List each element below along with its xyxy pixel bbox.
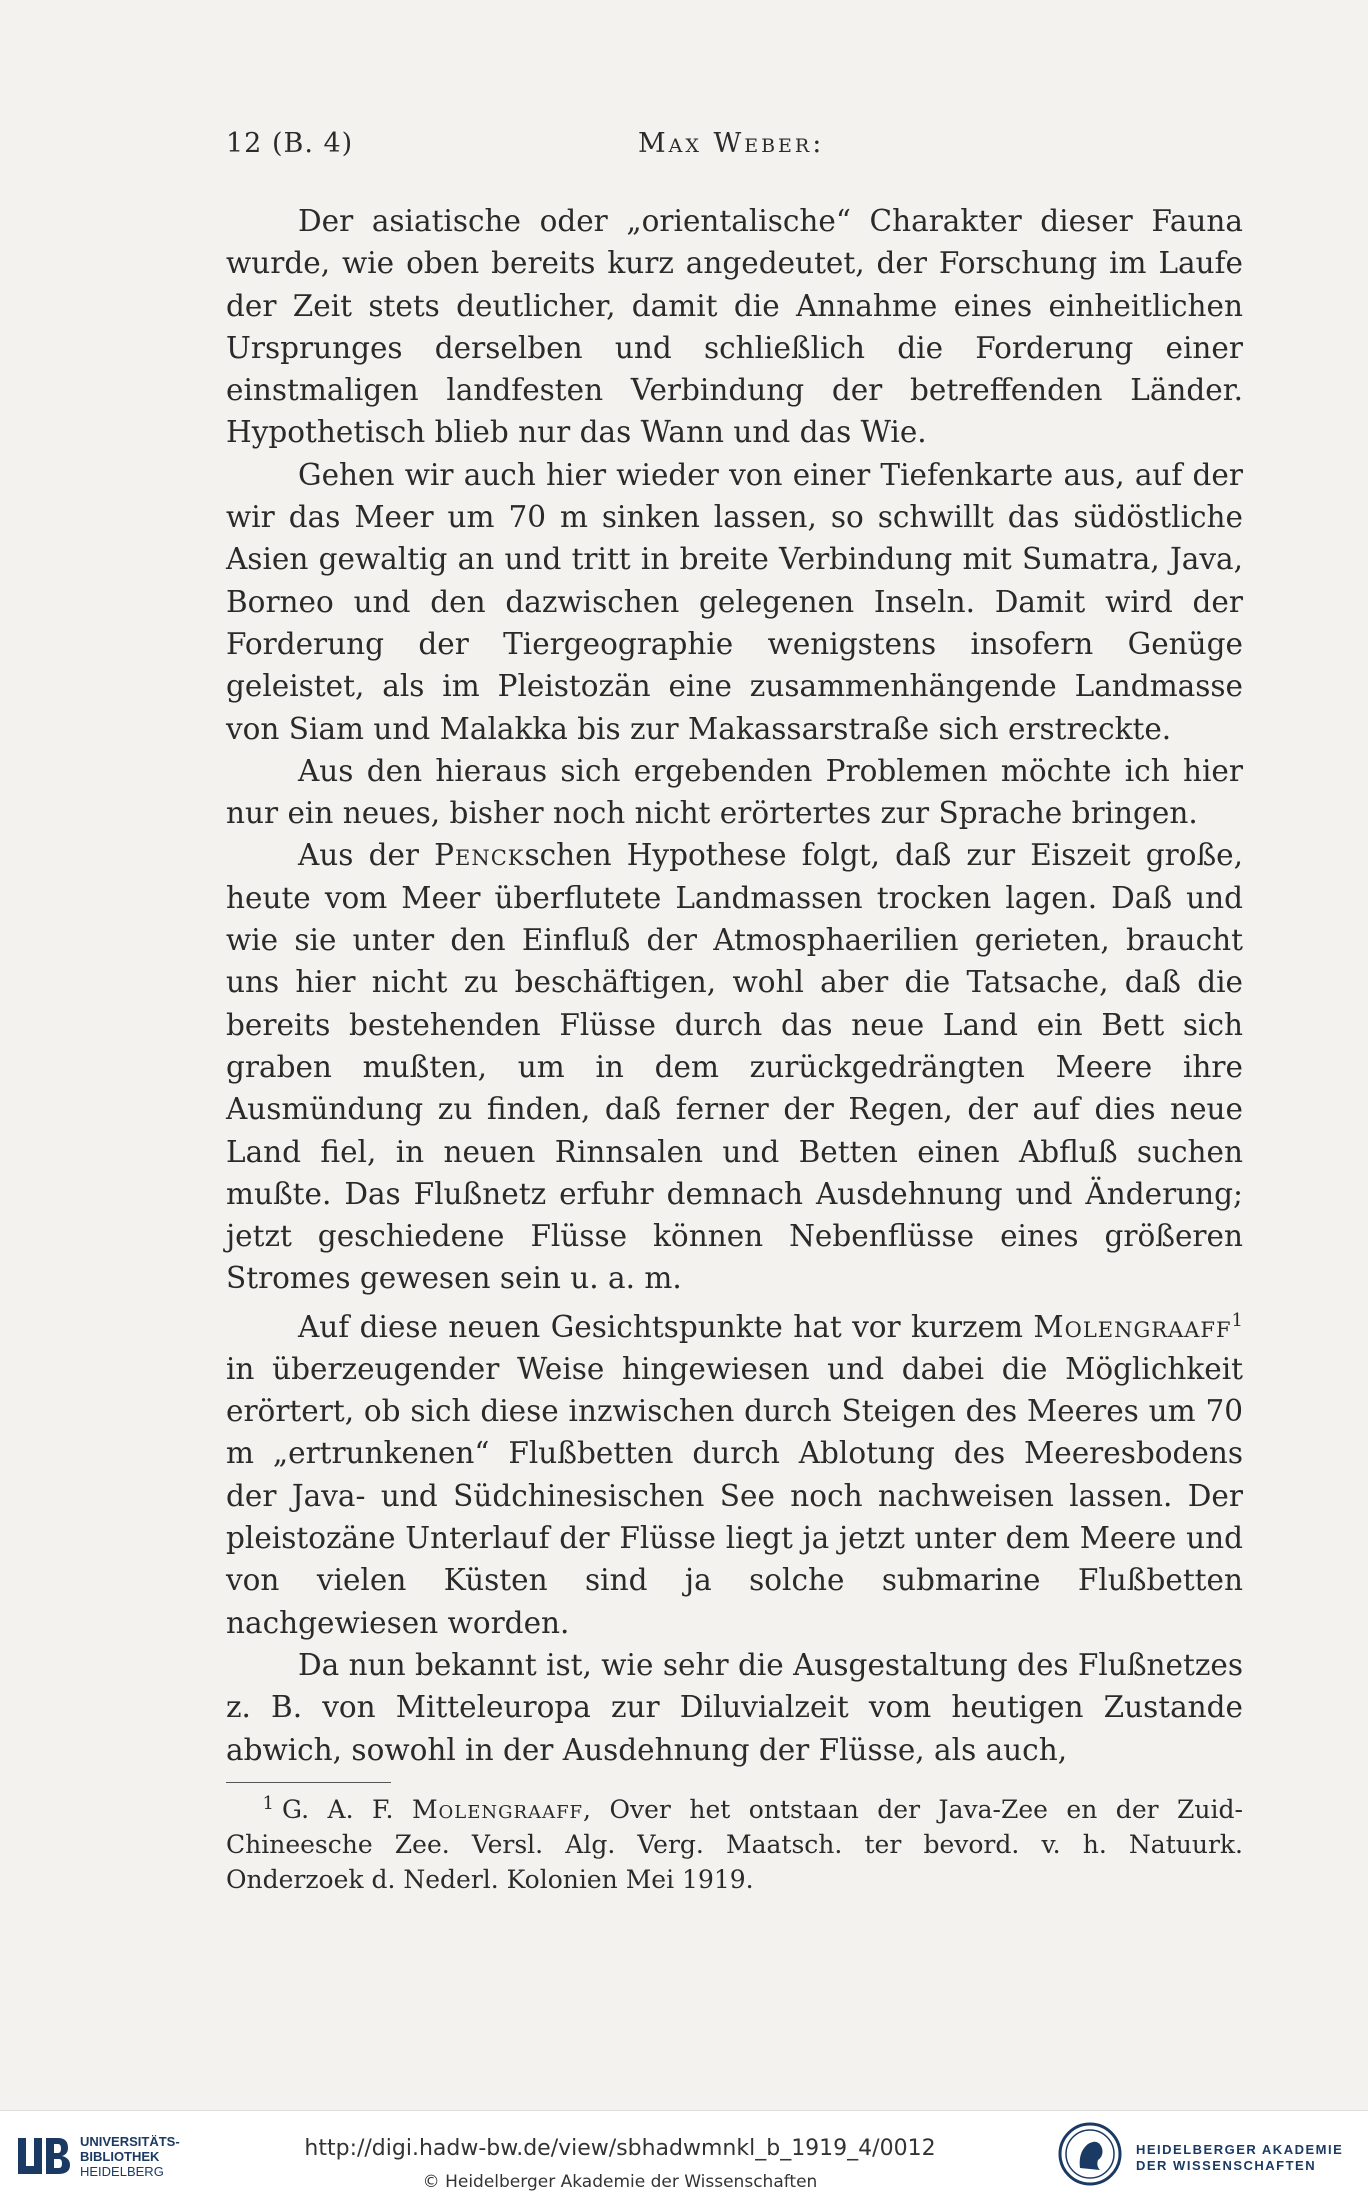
running-header [226,128,1243,168]
university-library-name [80,2134,180,2179]
text-run: G. A. F. [282,1795,412,1824]
small-caps-name: Penck [434,838,525,873]
paragraph [226,200,1243,454]
small-caps-name: Molengraaff [1033,1309,1232,1344]
text-run: Aus den hieraus sich ergebenden Problemen möchte ich hier nur ein neues, bisher noch nicht erörtertes zur Sprache bringen. [226,753,1243,831]
text-run: Da nun bekannt ist, wie sehr die Ausgestaltung des Flußnetzes z. B. von Mitteleuropa zur Diluvialzeit vom heutigen Zustande abwich, sowohl in der Ausdehnung der Flüsse, als auch, [226,1647,1243,1767]
text-run: , Over het ontstaan der Java-Zee en der Zuid-Chineesche Zee. Versl. Alg. Verg. Maatsch. ter bevord. v. h. Natuurk. Onderzoek d. Nederl. Kolonien Mei 1919. [226,1795,1243,1894]
paragraph [226,834,1243,1299]
text-run: schen Hypothese folgt, daß zur Eiszeit große, heute vom Meer überflutete Landmassen trocken lagen. Daß und wie sie unter den Einfluß der Atmosphaerilien gerieten, braucht uns hier nicht zu beschäftigen, wohl aber die Tatsache, daß die bereits bestehenden Flüsse durch das neue Land ein Bett sich graben mußten, um in dem zurückgedrängten Meere ihre Ausmündung zu finden, daß ferner der Regen, der auf dies neue Land fiel, in neuen Rinnsalen und Betten einen Abfluß suchen mußte. Das Flußnetz erfuhr demnach Ausdehnung und Änderung; jetzt geschiedene Flüsse können Nebenflüsse eines größeren Stromes gewesen sein u. a. m. [226,838,1244,1296]
text-run: Gehen wir auch hier wieder von einer Tiefenkarte aus, auf der wir das Meer um 70 m sinken lassen, so schwillt das südöstliche Asien gewaltig an und tritt in breite Verbindung mit Sumatra, Java, Borneo und den dazwischen gelegenen Inseln. Damit wird der Forderung der Tiergeographie wenigstens insofern Genüge geleistet, als im Pleistozän eine zusammenhängende Landmasse von Siam und Malakka bis zur Makassarstraße sich erstreckte. [226,457,1243,746]
running-head-author: Max Weber: [638,128,825,159]
academy-seal-icon [1058,2122,1122,2186]
paragraph [226,454,1243,750]
academy-name-line-2: DER WISSENSCHAFTEN [1136,2158,1317,2173]
page-permalink[interactable]: http://digi.hadw-bw.de/view/sbhadwmnkl_b_1919_4/0012 [304,2136,936,2161]
footnote-rule [226,1782,391,1783]
copyright-notice: © Heidelberger Akademie der Wissenschaften [422,2172,818,2192]
text-run: Der asiatische oder „orientalische“ Charakter dieser Fauna wurde, wie oben bereits kurz angedeutet, der Forschung im Laufe der Zeit stets deutlicher, damit die Annahme eines einheitlichen Ursprunges derselben und schließlich die Forderung einer einstmaligen landfesten Verbindung der betreffenden Länder. Hypothetisch blieb nur das Wann und das Wie. [226,204,1243,450]
academy-name [1136,2142,1343,2174]
text-run: Aus der [298,838,435,873]
text-run: in überzeugender Weise hingewiesen und dabei die Möglichkeit erörtert, ob sich diese inzwischen durch Steigen des Meeres um 70 m „ertrunkenen“ Flußbetten durch Ablotung des Meeresbodens der Java- und Südchinesischen See noch nachweisen lassen. Der pleistozäne Unterlauf der Flüsse liegt ja jetzt unter dem Meere und von vielen Küsten sind ja solche submarine Flußbetten nachgewiesen worden. [226,1351,1243,1640]
paragraph [226,750,1243,835]
paragraph [226,1644,1243,1771]
text-run: Auf diese neuen Gesichtspunkte hat vor kurzem [298,1309,1034,1344]
academy-name-line-1: HEIDELBERGER AKADEMIE [1136,2142,1344,2157]
small-caps-name: Molengraaff [411,1795,584,1824]
footnote: 1 G. A. F. Molengraaff, Over het ontstaan der Java-Zee en der Zuid-Chineesche Zee. Versl. Alg. Verg. Maatsch. ter bevord. v. h. Natuurk. Onderzoek d. Nederl. Kolonien Mei 1919. [226,1792,1243,1894]
body-text [226,200,1243,1771]
library-name-line-2: BIBLIOTHEK [80,2149,160,2164]
university-library-logo-icon [12,2130,72,2180]
footnote-ref: 1 [1231,1309,1243,1331]
library-name-line-1: UNIVERSITÄTS- [80,2134,180,2149]
page-number: 12 (B. 4) [226,128,354,159]
paragraph [226,1300,1243,1644]
library-name-line-3: HEIDELBERG [80,2164,164,2179]
